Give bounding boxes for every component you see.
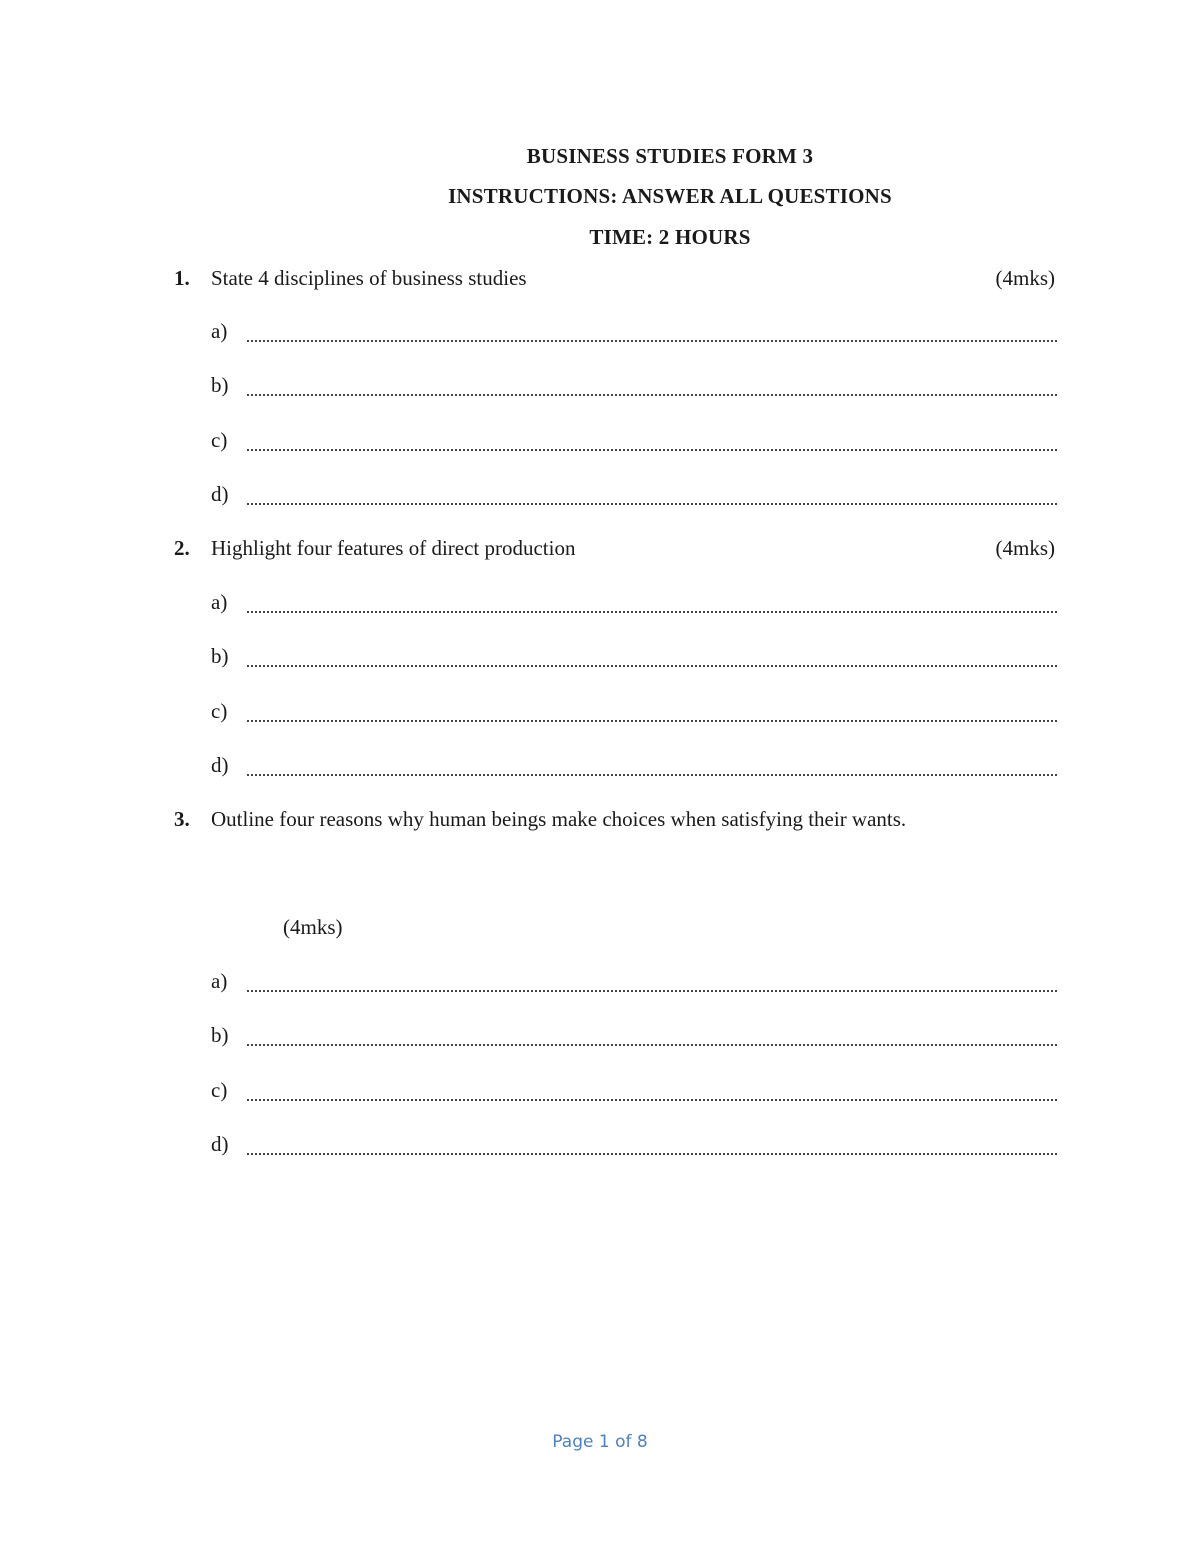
answer-label: a) (211, 590, 228, 614)
question-number: 3. (174, 807, 190, 831)
dotted-answer-space (247, 611, 1057, 613)
question-marks: (4mks) (283, 915, 343, 939)
document-title: BUSINESS STUDIES FORM 3 (526, 144, 814, 168)
answer-line-d[interactable] (211, 753, 1057, 783)
answer-label: b) (211, 644, 229, 668)
answer-line-c[interactable] (211, 1078, 1057, 1108)
answer-line-d[interactable] (211, 1132, 1057, 1162)
answer-line-d[interactable] (211, 482, 1057, 512)
dotted-answer-space (247, 720, 1057, 722)
answer-line-b[interactable] (211, 1023, 1057, 1053)
answer-label: a) (211, 969, 228, 993)
question-marks: (4mks) (995, 266, 1055, 290)
answer-label: d) (211, 753, 229, 777)
answer-label: d) (211, 1132, 229, 1156)
answer-label: c) (211, 1078, 228, 1102)
page-number: Page 1 of 8 (552, 1432, 648, 1452)
answer-label: c) (211, 699, 228, 723)
answer-label: a) (211, 319, 228, 343)
answer-line-a[interactable] (211, 319, 1057, 349)
question-number: 1. (174, 266, 190, 290)
answer-line-c[interactable] (211, 428, 1057, 458)
dotted-answer-space (247, 394, 1057, 396)
answer-line-c[interactable] (211, 699, 1057, 729)
dotted-answer-space (247, 449, 1057, 451)
dotted-answer-space (247, 1099, 1057, 1101)
question-text: Outline four reasons why human beings make choices when satisfying their wants. (211, 807, 907, 831)
answer-label: d) (211, 482, 229, 506)
dotted-answer-space (247, 1044, 1057, 1046)
dotted-answer-space (247, 503, 1057, 505)
answer-line-a[interactable] (211, 590, 1057, 620)
time-heading: TIME: 2 HOURS (589, 225, 751, 249)
answer-line-b[interactable] (211, 373, 1057, 403)
dotted-answer-space (247, 340, 1057, 342)
instructions-heading: INSTRUCTIONS: ANSWER ALL QUESTIONS (448, 184, 892, 208)
answer-label: b) (211, 1023, 229, 1047)
dotted-answer-space (247, 1153, 1057, 1155)
dotted-answer-space (247, 774, 1057, 776)
question-text: Highlight four features of direct production (211, 536, 576, 560)
dotted-answer-space (247, 665, 1057, 667)
dotted-answer-space (247, 990, 1057, 992)
answer-line-a[interactable] (211, 969, 1057, 999)
answer-line-b[interactable] (211, 644, 1057, 674)
answer-label: b) (211, 373, 229, 397)
question-text: State 4 disciplines of business studies (211, 266, 527, 290)
question-marks: (4mks) (995, 536, 1055, 560)
answer-label: c) (211, 428, 228, 452)
question-number: 2. (174, 536, 190, 560)
